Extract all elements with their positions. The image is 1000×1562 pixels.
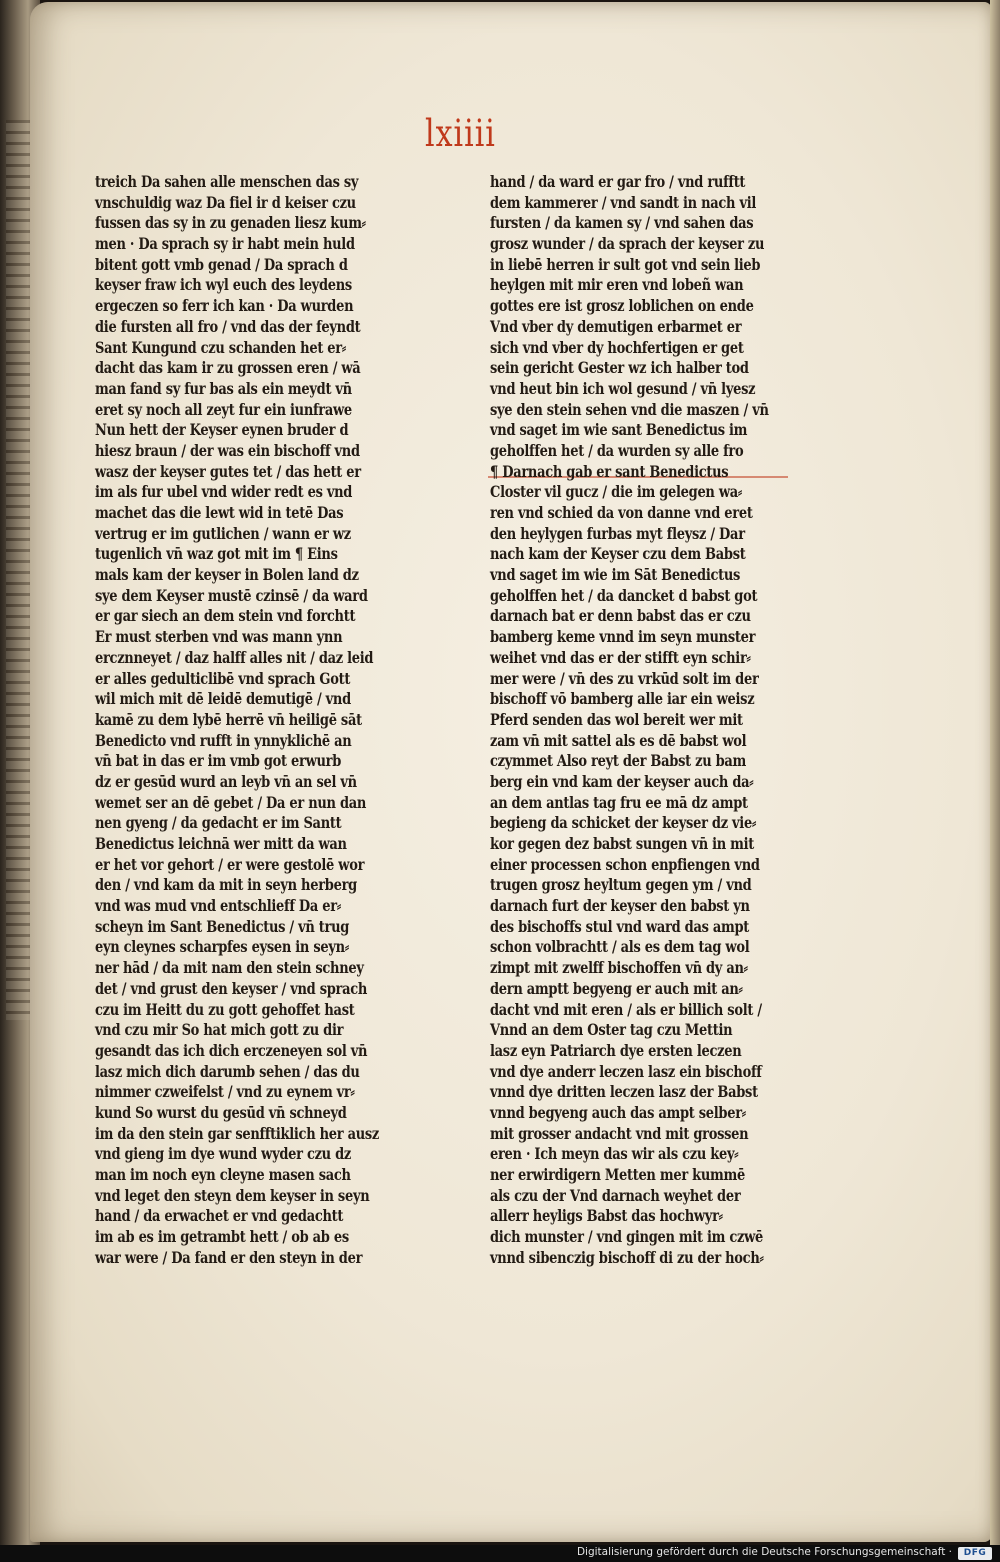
text-line: berg ein vnd kam der keyser auch da⸗ bbox=[490, 771, 754, 791]
text-line: scheyn im Sant Benedictus / vn̄ trug bbox=[95, 916, 350, 936]
text-line: ner erwirdigern Metten mer kummē bbox=[490, 1165, 745, 1184]
text-line: tugenlich vn̄ waz got mit im ¶ Eins bbox=[95, 544, 338, 564]
text-line: dern amptt begyeng er auch mit an⸗ bbox=[490, 978, 743, 998]
text-line: det / vnd grust den keyser / vnd sprach bbox=[95, 978, 368, 998]
text-line: ergeczen so ferr ich kan · Da wurden bbox=[95, 296, 354, 316]
text-line: begieng da schicket der keyser dz vie⸗ bbox=[490, 813, 757, 833]
text-line: vertrug er im gutlichen / wann er wz bbox=[95, 523, 351, 543]
dfg-logo: DFG bbox=[958, 1547, 992, 1560]
folio-number: lxiiii bbox=[425, 112, 496, 156]
text-line: ¶ Darnach gab er sant Benedictus bbox=[490, 461, 729, 481]
text-line: sich vnd vber dy hochfertigen er get bbox=[490, 337, 744, 357]
right-text-column bbox=[490, 172, 820, 1268]
text-line: er gar siech an dem stein vnd forchtt bbox=[95, 606, 356, 626]
text-line: dacht vnd mit eren / als er billich solt / bbox=[490, 999, 762, 1019]
text-line: treich Da sahen alle menschen das sy bbox=[95, 172, 359, 191]
text-line: sein gericht Gester wz ich halber tod bbox=[490, 358, 749, 378]
text-line: den / vnd kam da mit in seyn herberg bbox=[95, 875, 357, 895]
text-line: Nun hett der Keyser eynen bruder d bbox=[95, 420, 349, 440]
text-line: vnd saget im wie im Sāt Benedictus bbox=[490, 565, 741, 585]
text-line: dem kammerer / vnd sandt in nach vil bbox=[490, 192, 757, 212]
text-line: hand / da ward er gar fro / vnd rufftt bbox=[490, 172, 746, 191]
text-line: vnd czu mir So hat mich gott zu dir bbox=[95, 1020, 344, 1040]
text-line: Benedictus leichnā wer mitt da wan bbox=[95, 834, 347, 853]
text-line: nen gyeng / da gedacht er im Santt bbox=[95, 813, 342, 833]
text-line: eyn cleynes scharpfes eysen in seyn⸗ bbox=[95, 937, 349, 957]
text-line: vnd leget den steyn dem keyser in seyn bbox=[95, 1185, 370, 1205]
text-line: wasz der keyser gutes tet / das hett er bbox=[95, 461, 361, 481]
text-line: hand / da erwachet er vnd gedachtt bbox=[95, 1206, 344, 1226]
text-line: darnach bat er denn babst das er czu bbox=[490, 606, 751, 626]
text-line: fursten / da kamen sy / vnd sahen das bbox=[490, 213, 754, 233]
text-line: machet das die lewt wid in tetē Das bbox=[95, 503, 344, 522]
text-line: er alles gedulticlibē vnd sprach Gott bbox=[95, 668, 351, 688]
text-line: mer were / vn̄ des zu vrkūd solt im der bbox=[490, 668, 759, 688]
text-line: grosz wunder / da sprach der keyser zu bbox=[490, 234, 765, 254]
text-line: in liebē herren ir sult got vnd sein lieb bbox=[490, 254, 761, 274]
text-line: darnach furt der keyser den babst yn bbox=[490, 896, 750, 916]
text-line: war were / Da fand er den steyn in der bbox=[95, 1247, 363, 1267]
text-line: Er must sterben vnd was mann ynn bbox=[95, 627, 343, 647]
text-line: vnnd begyeng auch das ampt selber⸗ bbox=[490, 1102, 746, 1122]
text-line: vn̄ bat in das er im vmb got erwurb bbox=[95, 751, 342, 771]
text-line: allerr heyligs Babst das hochwyr⸗ bbox=[490, 1206, 723, 1226]
text-line: Vnd vber dy demutigen erbarmet er bbox=[490, 316, 742, 336]
text-line: ren vnd schied da von danne vnd eret bbox=[490, 503, 753, 522]
footer-credit: Digitalisierung gefördert durch die Deutsche Forschungsgemeinschaft · bbox=[576, 1546, 952, 1558]
text-line: mals kam der keyser in Bolen land dz bbox=[95, 565, 359, 585]
text-line: gesandt das ich dich erczeneyen sol vn̄ bbox=[95, 1040, 368, 1060]
text-line: einer processen schon enpfiengen vnd bbox=[490, 854, 760, 874]
text-line: ercznneyet / daz halff alles nit / daz leid bbox=[95, 647, 374, 667]
text-line: vnd saget im wie sant Benedictus im bbox=[490, 420, 748, 440]
text-line: trugen grosz heyltum gegen ym / vnd bbox=[490, 875, 752, 895]
text-line: man im noch eyn cleyne masen sach bbox=[95, 1165, 351, 1184]
text-line: geholffen het / da dancket d babst got bbox=[490, 585, 758, 605]
text-line: des bischoffs stul vnd ward das ampt bbox=[490, 916, 750, 936]
text-line: wil mich mit dē leidē demutigē / vnd bbox=[95, 689, 351, 709]
text-line: czymmet Also reyt der Babst zu bam bbox=[490, 751, 747, 771]
text-line: zam vn̄ mit sattel als es dē babst wol bbox=[490, 730, 747, 750]
text-line: heylgen mit mir eren vnd lobeñ wan bbox=[490, 275, 744, 295]
text-line: hiesz braun / der was ein bischoff vnd bbox=[95, 440, 360, 460]
text-line: vnd heut bin ich wol gesund / vn̄ lyesz bbox=[490, 378, 756, 398]
text-line: vnnd dye dritten leczen lasz der Babst bbox=[490, 1082, 758, 1102]
text-line: kund So wurst du gesūd vn̄ schneyd bbox=[95, 1102, 347, 1122]
text-line: vnschuldig waz Da fiel ir d keiser czu bbox=[95, 192, 356, 212]
text-line: im als fur ubel vnd wider redt es vnd bbox=[95, 482, 353, 502]
text-line: bitent gott vmb genad / Da sprach d bbox=[95, 254, 348, 274]
text-line: man fand sy fur bas als ein meydt vn̄ bbox=[95, 378, 352, 398]
left-text-column bbox=[95, 172, 425, 1268]
text-line: keyser fraw ich wyl euch des leydens bbox=[95, 275, 352, 295]
text-line: Closter vil gucz / die im gelegen wa⸗ bbox=[490, 482, 742, 502]
text-line: gottes ere ist grosz loblichen on ende bbox=[490, 296, 754, 316]
text-line: geholffen het / da wurden sy alle fro bbox=[490, 440, 744, 460]
text-line: eren · Ich meyn das wir als czu key⸗ bbox=[490, 1144, 739, 1164]
right-page-edge bbox=[990, 0, 1000, 1545]
text-line: fussen das sy in zu genaden liesz kum⸗ bbox=[95, 213, 366, 233]
text-line: vnd was mud vnd entschlieff Da er⸗ bbox=[95, 896, 341, 916]
text-line: lasz eyn Patriarch dye ersten leczen bbox=[490, 1040, 742, 1060]
text-line: dich munster / vnd gingen mit im czwē bbox=[490, 1227, 764, 1247]
text-line: sye dem Keyser mustē czinsē / da ward bbox=[95, 585, 368, 605]
text-line: vnd gieng im dye wund wyder czu dz bbox=[95, 1144, 352, 1164]
text-line: Benedicto vnd rufft in ynnyklichē an bbox=[95, 730, 352, 750]
text-line: ner hād / da mit nam den stein schney bbox=[95, 958, 364, 978]
text-line: dz er gesūd wurd an leyb vn̄ an sel vn̄ bbox=[95, 771, 357, 791]
text-line: wemet ser an dē gebet / Da er nun dan bbox=[95, 792, 367, 812]
text-line: im da den stein gar senfftiklich her ausz bbox=[95, 1123, 380, 1143]
text-line: men · Da sprach sy ir habt mein huld bbox=[95, 234, 355, 254]
text-line: im ab es im getrambt hett / ob ab es bbox=[95, 1227, 349, 1247]
text-line: an dem antlas tag fru ee mā dz ampt bbox=[490, 792, 748, 812]
text-line: schon volbrachtt / als es dem tag wol bbox=[490, 937, 750, 957]
text-line: die fursten all fro / vnd das der feyndt bbox=[95, 316, 361, 336]
text-line: bischoff vō bamberg alle iar ein weisz bbox=[490, 689, 755, 709]
text-line: nach kam der Keyser czu dem Babst bbox=[490, 544, 746, 564]
text-line: zimpt mit zwelff bischoffen vn̄ dy an⸗ bbox=[490, 958, 748, 978]
text-line: er het vor gehort / er were gestolē wor bbox=[95, 854, 365, 874]
text-line: czu im Heitt du zu gott gehoffet hast bbox=[95, 999, 355, 1019]
text-line: dacht das kam ir zu grossen eren / wā bbox=[95, 358, 361, 378]
text-line: Vnnd an dem Oster tag czu Mettin bbox=[490, 1020, 733, 1040]
text-line: den heylygen furbas myt fleysz / Dar bbox=[490, 523, 745, 543]
text-line: weihet vnd das er der stifft eyn schir⸗ bbox=[490, 647, 751, 667]
text-line: kor gegen dez babst sungen vn̄ in mit bbox=[490, 834, 755, 853]
text-line: kamē zu dem lybē herrē vn̄ heiligē sāt bbox=[95, 709, 362, 729]
text-line: vnd dye anderr leczen lasz ein bischoff bbox=[490, 1061, 762, 1081]
text-line: mit grosser andacht vnd mit grossen bbox=[490, 1123, 749, 1143]
text-line: lasz mich dich darumb sehen / das du bbox=[95, 1061, 360, 1081]
text-line: nimmer czweifelst / vnd zu eynem vr⸗ bbox=[95, 1082, 355, 1102]
left-page-text-fragment bbox=[6, 120, 30, 1020]
text-line: bamberg keme vnnd im seyn munster bbox=[490, 627, 756, 647]
text-line: eret sy noch all zeyt fur ein iunfrawe bbox=[95, 399, 352, 419]
text-line: sye den stein sehen vnd die maszen / vn̄ bbox=[490, 399, 769, 419]
text-line: Sant Kungund czu schanden het er⸗ bbox=[95, 337, 346, 357]
text-line: vnnd sibenczig bischoff di zu der hoch⸗ bbox=[490, 1247, 764, 1267]
text-line: Pferd senden das wol bereit wer mit bbox=[490, 709, 743, 729]
text-line: als czu der Vnd darnach weyhet der bbox=[490, 1185, 741, 1205]
